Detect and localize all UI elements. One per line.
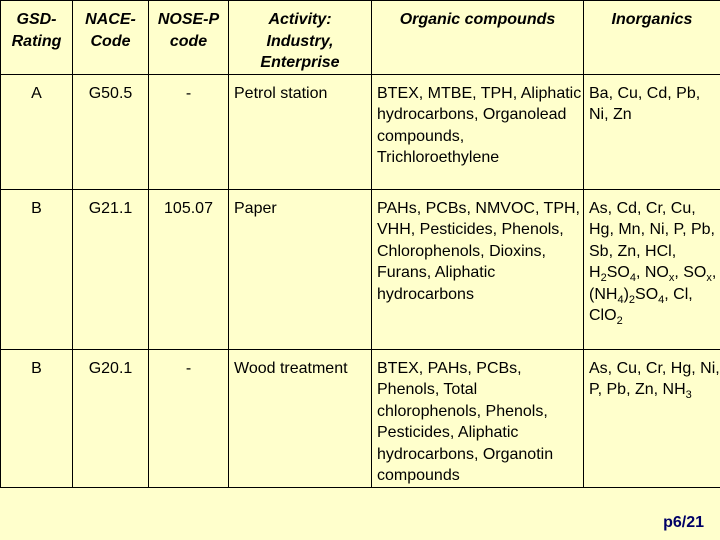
table-row xyxy=(1,74,720,189)
cell-nosep: - xyxy=(149,349,229,487)
cell-activity: Petrol station xyxy=(229,74,372,189)
table-row xyxy=(1,189,720,349)
cell-inorganic: Ba, Cu, Cd, Pb, Ni, Zn xyxy=(584,74,720,189)
cell-inorganic: As, Cu, Cr, Hg, Ni, P, Pb, Zn, $NH_3$ xyxy=(584,349,720,487)
cell-nosep: 105.07 xyxy=(149,189,229,349)
header-gsd-rating: GSD- Rating xyxy=(1,1,73,75)
header-organic: Organic compounds xyxy=(372,1,584,75)
header-inorganic: Inorganics xyxy=(584,1,720,75)
cell-nosep: - xyxy=(149,74,229,189)
cell-gsd: B xyxy=(1,189,73,349)
header-nace-code: NACE- Code xyxy=(73,1,149,75)
header-row xyxy=(1,1,720,75)
cell-organic: BTEX, PAHs, PCBs, Phenols, Total chlorophenols, Phenols, Pesticides, Aliphatic hydrocarbons, Organotin compounds xyxy=(372,349,584,487)
cell-gsd: B xyxy=(1,349,73,487)
cell-nace: G21.1 xyxy=(73,189,149,349)
header-nose-p-code: NOSE-P code xyxy=(149,1,229,75)
cell-nace: G20.1 xyxy=(73,349,149,487)
cell-organic: PAHs, PCBs, NMVOC, TPH, VHH, Pesticides, Phenols, Chlorophenols, Dioxins, Furans, Aliphatic hydrocarbons xyxy=(372,189,584,349)
cell-activity: Paper xyxy=(229,189,372,349)
cell-gsd: A xyxy=(1,74,73,189)
cell-organic: BTEX, MTBE, TPH, Aliphatic hydrocarbons, Organolead compounds, Trichloroethylene xyxy=(372,74,584,189)
cell-inorganic: As, Cd, Cr, Cu, Hg, Mn, Ni, P, Pb, Sb, Zn, HCl, $H_2SO_4$, $NO_x$, $SO_x$, $(NH_4)_2SO_4$, Cl, ClO$_2$ xyxy=(584,189,720,349)
cell-nace: G50.5 xyxy=(73,74,149,189)
table-row xyxy=(1,349,720,487)
header-activity: Activity: Industry, Enterprise xyxy=(229,1,372,75)
cell-activity: Wood treatment xyxy=(229,349,372,487)
page-number: p6/21 xyxy=(663,514,704,531)
